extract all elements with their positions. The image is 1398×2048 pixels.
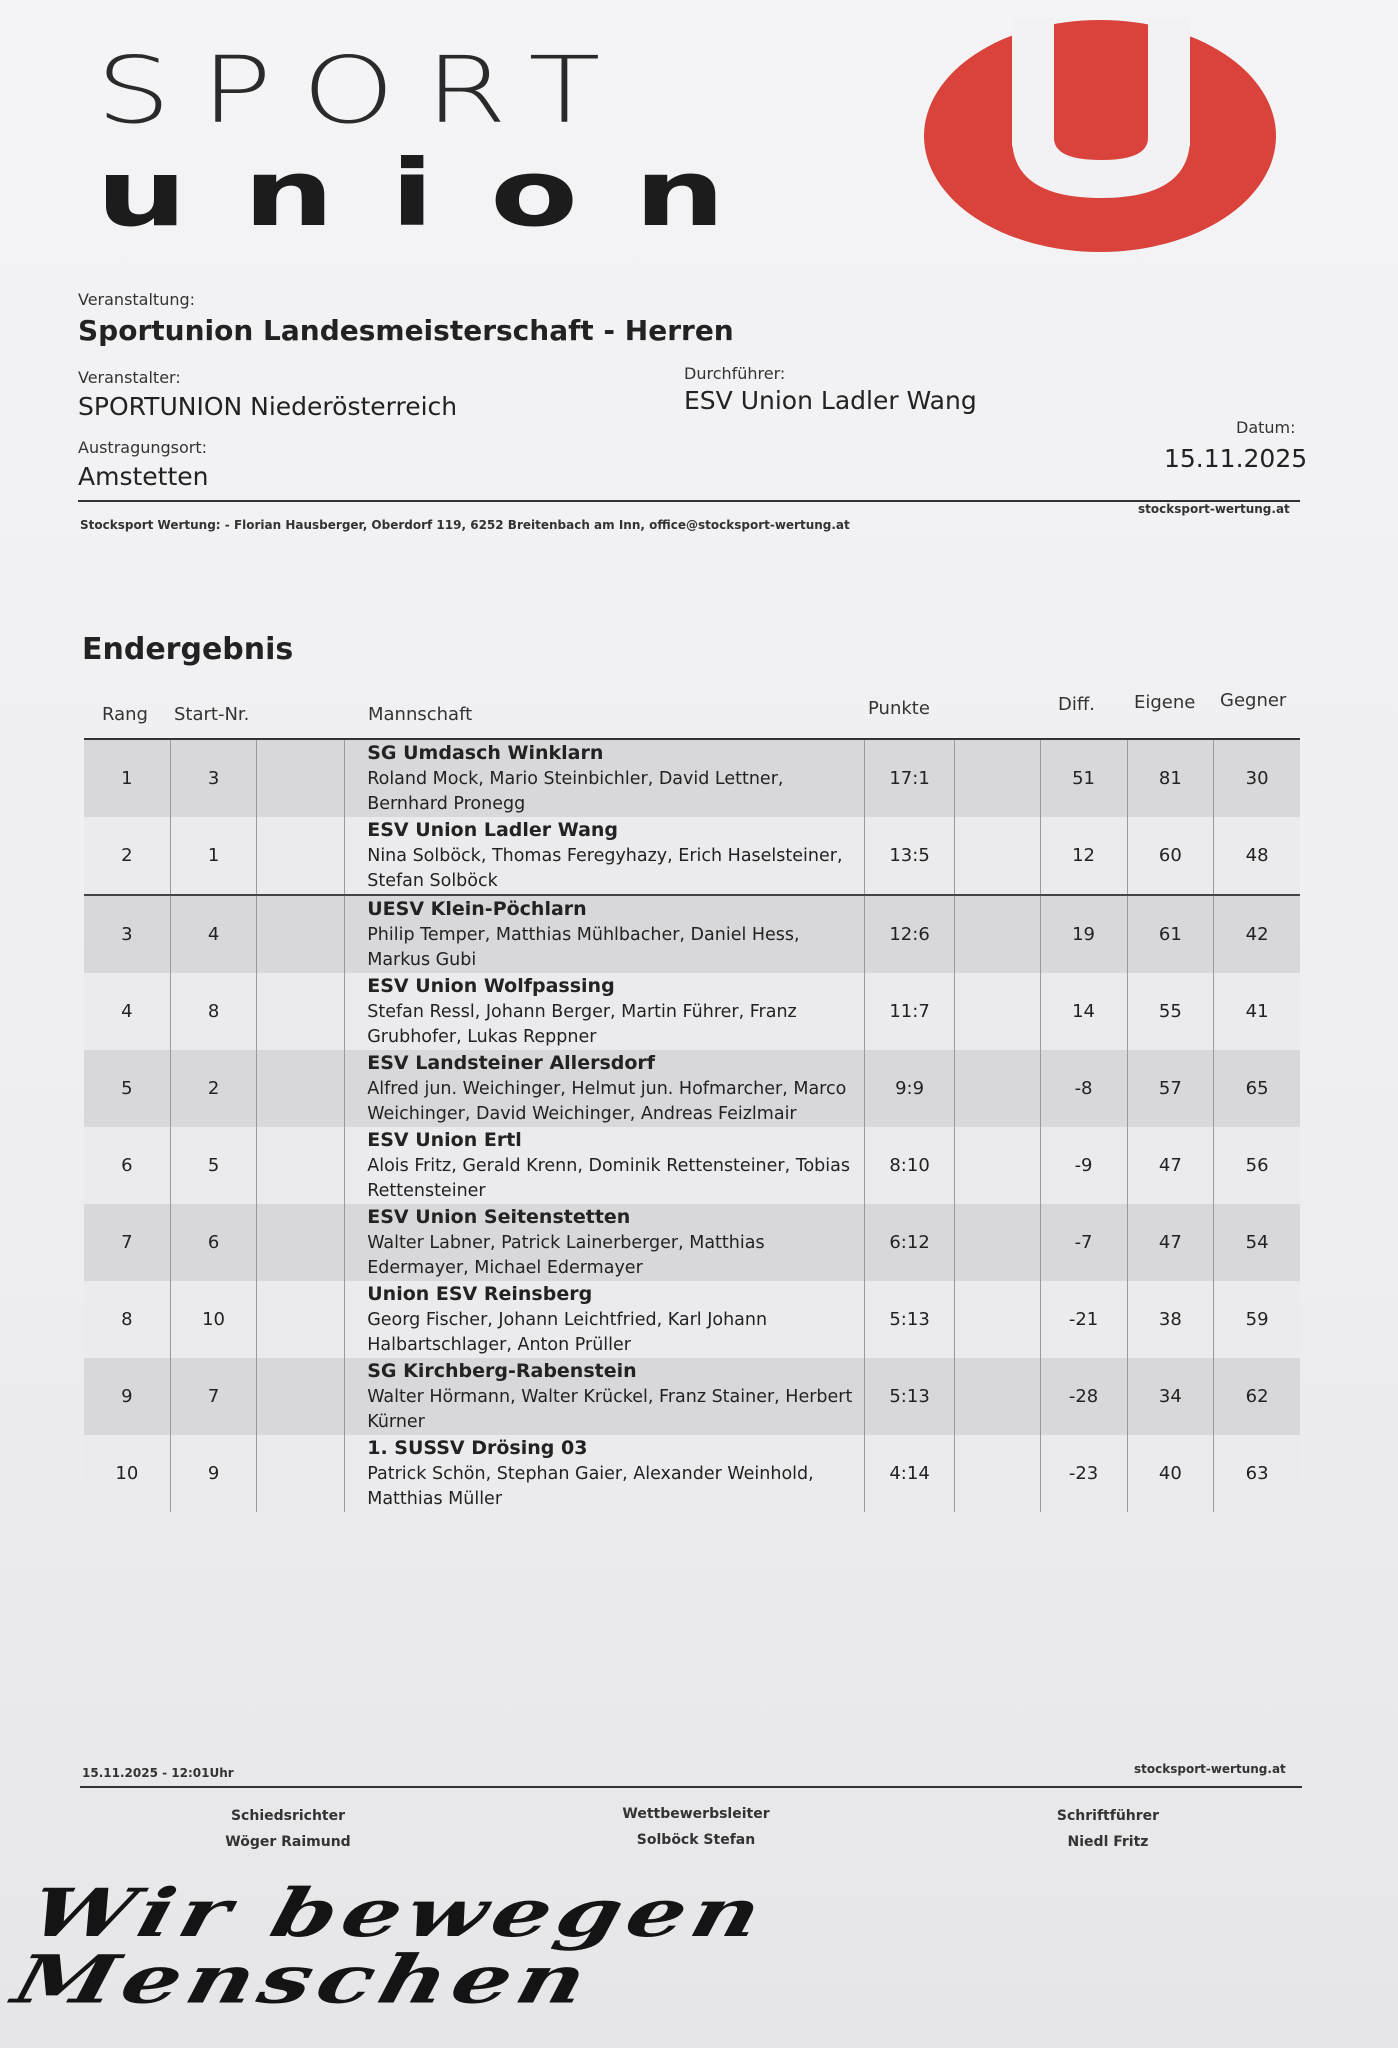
table-row [84, 895, 1300, 973]
cell-empty [257, 973, 345, 1050]
cell-opponent: 65 [1214, 1050, 1300, 1127]
cell-diff: 14 [1040, 973, 1127, 1050]
cell-diff: -23 [1040, 1435, 1127, 1512]
cell-empty [954, 973, 1040, 1050]
cell-team [345, 1204, 865, 1281]
cell-team [345, 895, 865, 973]
cell-start-number: 2 [170, 1050, 257, 1127]
recorder-label: Schriftführer [1056, 1808, 1160, 1824]
team-name: 1. SUSSV Drösing 03 [367, 1436, 588, 1459]
contact-line: Stocksport Wertung: - Florian Hausberger, Oberdorf 119, 6252 Breitenbach am Inn, office@stocksport-wertung.at [80, 518, 850, 532]
cell-diff: 51 [1040, 740, 1127, 817]
cell-team [345, 1127, 865, 1204]
slogan: Wir bewegen Menschen [5, 1874, 775, 2019]
cell-points: 6:12 [865, 1204, 954, 1281]
cell-empty [954, 1050, 1040, 1127]
cell-rank: 2 [84, 817, 170, 895]
cell-own: 40 [1127, 1435, 1214, 1512]
team-players: Walter Labner, Patrick Lainerberger, Matthias Edermayer, Michael Edermayer [367, 1232, 765, 1278]
team-players: Philip Temper, Matthias Mühlbacher, Daniel Hess, Markus Gubi [367, 924, 800, 970]
cell-empty [954, 895, 1040, 973]
cell-points: 4:14 [865, 1435, 954, 1512]
table-row [84, 1127, 1300, 1204]
table-row [84, 1050, 1300, 1127]
col-start-header: Start-Nr. [174, 704, 250, 725]
cell-start-number: 8 [170, 973, 257, 1050]
team-name: SG Umdasch Winklarn [367, 741, 604, 764]
cell-rank: 8 [84, 1281, 170, 1358]
results-title: Endergebnis [82, 632, 294, 667]
cell-diff: -21 [1040, 1281, 1127, 1358]
cell-diff: 12 [1040, 817, 1127, 895]
cell-empty [954, 1435, 1040, 1512]
cell-diff: -28 [1040, 1358, 1127, 1435]
cell-start-number: 9 [170, 1435, 257, 1512]
col-diff-header: Diff. [1058, 694, 1095, 715]
table-row [84, 740, 1300, 817]
sportunion-u-logo-icon [920, 18, 1280, 258]
cell-empty [954, 817, 1040, 895]
team-name: ESV Union Wolfpassing [367, 974, 615, 997]
cell-empty [954, 1281, 1040, 1358]
organizer-label: Veranstalter: [78, 368, 181, 387]
cell-opponent: 41 [1214, 973, 1300, 1050]
col-opp-header: Gegner [1220, 690, 1287, 711]
table-row [84, 817, 1300, 895]
cell-empty [257, 1204, 345, 1281]
director-label: Wettbewerbsleiter [622, 1806, 770, 1822]
cell-points: 17:1 [865, 740, 954, 817]
cell-team [345, 1050, 865, 1127]
team-players: Roland Mock, Mario Steinbichler, David Lettner, Bernhard Pronegg [367, 768, 784, 814]
results-table [84, 740, 1300, 1512]
team-name: SG Kirchberg-Rabenstein [367, 1359, 637, 1382]
cell-points: 5:13 [865, 1358, 954, 1435]
cell-diff: -9 [1040, 1127, 1127, 1204]
cell-points: 12:6 [865, 895, 954, 973]
col-rank-header: Rang [102, 704, 148, 725]
cell-start-number: 7 [170, 1358, 257, 1435]
cell-points: 8:10 [865, 1127, 954, 1204]
event-label: Veranstaltung: [78, 290, 196, 309]
cell-diff: 19 [1040, 895, 1127, 973]
cell-empty [257, 1127, 345, 1204]
cell-diff: -7 [1040, 1204, 1127, 1281]
executor-label: Durchführer: [684, 364, 786, 383]
cell-empty [257, 1281, 345, 1358]
team-name: ESV Union Ertl [367, 1128, 522, 1151]
cell-empty [954, 1358, 1040, 1435]
table-row [84, 1204, 1300, 1281]
cell-opponent: 59 [1214, 1281, 1300, 1358]
cell-start-number: 4 [170, 895, 257, 973]
cell-empty [257, 1358, 345, 1435]
cell-start-number: 6 [170, 1204, 257, 1281]
cell-rank: 5 [84, 1050, 170, 1127]
team-name: Union ESV Reinsberg [367, 1282, 593, 1305]
team-players: Patrick Schön, Stephan Gaier, Alexander Weinhold, Matthias Müller [367, 1463, 814, 1509]
footer-timestamp: 15.11.2025 - 12:01Uhr [82, 1766, 234, 1780]
cell-points: 9:9 [865, 1050, 954, 1127]
cell-opponent: 56 [1214, 1127, 1300, 1204]
cell-empty [954, 740, 1040, 817]
logo-union-text: union [96, 140, 782, 248]
cell-start-number: 3 [170, 740, 257, 817]
cell-rank: 4 [84, 973, 170, 1050]
col-points-header: Punkte [868, 698, 930, 719]
cell-rank: 1 [84, 740, 170, 817]
recorder-name: Niedl Fritz [1067, 1834, 1149, 1850]
cell-own: 38 [1127, 1281, 1214, 1358]
cell-own: 47 [1127, 1127, 1214, 1204]
team-players: Stefan Ressl, Johann Berger, Martin Führer, Franz Grubhofer, Lukas Reppner [367, 1001, 797, 1047]
header-website: stocksport-wertung.at [1138, 502, 1290, 516]
cell-points: 13:5 [865, 817, 954, 895]
table-row [84, 973, 1300, 1050]
cell-opponent: 42 [1214, 895, 1300, 973]
date-label: Datum: [1236, 418, 1296, 437]
cell-start-number: 5 [170, 1127, 257, 1204]
team-players: Alfred jun. Weichinger, Helmut jun. Hofmarcher, Marco Weichinger, David Weichinger, Andreas Feizlmair [367, 1078, 847, 1124]
cell-rank: 6 [84, 1127, 170, 1204]
director-name: Solböck Stefan [636, 1832, 756, 1848]
cell-empty [954, 1127, 1040, 1204]
cell-own: 34 [1127, 1358, 1214, 1435]
cell-team [345, 740, 865, 817]
venue-label: Austragungsort: [78, 438, 208, 457]
referee-name: Wöger Raimund [225, 1834, 351, 1850]
cell-points: 11:7 [865, 973, 954, 1050]
cell-empty [257, 1435, 345, 1512]
cell-empty [257, 817, 345, 895]
cell-team [345, 1435, 865, 1512]
cell-start-number: 1 [170, 817, 257, 895]
date-value: 15.11.2025 [1164, 444, 1308, 473]
header-divider [78, 500, 1300, 502]
table-row [84, 1281, 1300, 1358]
venue-value: Amstetten [78, 462, 209, 491]
cell-own: 81 [1127, 740, 1214, 817]
cell-empty [257, 1050, 345, 1127]
organizer-value: SPORTUNION Niederösterreich [78, 392, 458, 421]
cell-own: 60 [1127, 817, 1214, 895]
cell-empty [257, 740, 345, 817]
cell-team [345, 1281, 865, 1358]
team-players: Georg Fischer, Johann Leichtfried, Karl Johann Halbartschlager, Anton Prüller [367, 1309, 768, 1355]
cell-rank: 10 [84, 1435, 170, 1512]
team-players: Alois Fritz, Gerald Krenn, Dominik Rettensteiner, Tobias Rettensteiner [367, 1155, 850, 1201]
cell-rank: 3 [84, 895, 170, 973]
cell-empty [954, 1204, 1040, 1281]
cell-team [345, 817, 865, 895]
team-name: ESV Union Ladler Wang [367, 818, 619, 841]
table-row [84, 1435, 1300, 1512]
col-team-header: Mannschaft [368, 704, 473, 725]
executor-value: ESV Union Ladler Wang [684, 386, 977, 415]
cell-own: 61 [1127, 895, 1214, 973]
cell-team [345, 1358, 865, 1435]
cell-points: 5:13 [865, 1281, 954, 1358]
referee-label: Schiedsrichter [230, 1808, 346, 1824]
table-row [84, 1358, 1300, 1435]
cell-start-number: 10 [170, 1281, 257, 1358]
team-name: ESV Landsteiner Allersdorf [367, 1051, 656, 1074]
cell-team [345, 973, 865, 1050]
col-own-header: Eigene [1134, 692, 1196, 713]
cell-own: 47 [1127, 1204, 1214, 1281]
cell-diff: -8 [1040, 1050, 1127, 1127]
cell-empty [257, 895, 345, 973]
cell-opponent: 62 [1214, 1358, 1300, 1435]
cell-opponent: 30 [1214, 740, 1300, 817]
cell-opponent: 63 [1214, 1435, 1300, 1512]
cell-rank: 9 [84, 1358, 170, 1435]
team-players: Nina Solböck, Thomas Feregyhazy, Erich Haselsteiner, Stefan Solböck [367, 845, 843, 891]
cell-rank: 7 [84, 1204, 170, 1281]
cell-own: 57 [1127, 1050, 1214, 1127]
cell-own: 55 [1127, 973, 1214, 1050]
footer-divider [80, 1786, 1302, 1788]
cell-opponent: 54 [1214, 1204, 1300, 1281]
team-name: UESV Klein-Pöchlarn [367, 897, 587, 920]
cell-opponent: 48 [1214, 817, 1300, 895]
logo-sport-text: SPORT [96, 36, 631, 144]
event-title: Sportunion Landesmeisterschaft - Herren [78, 314, 734, 347]
team-name: ESV Union Seitenstetten [367, 1205, 631, 1228]
team-players: Walter Hörmann, Walter Krückel, Franz Stainer, Herbert Kürner [367, 1386, 853, 1432]
footer-website: stocksport-wertung.at [1134, 1762, 1286, 1776]
